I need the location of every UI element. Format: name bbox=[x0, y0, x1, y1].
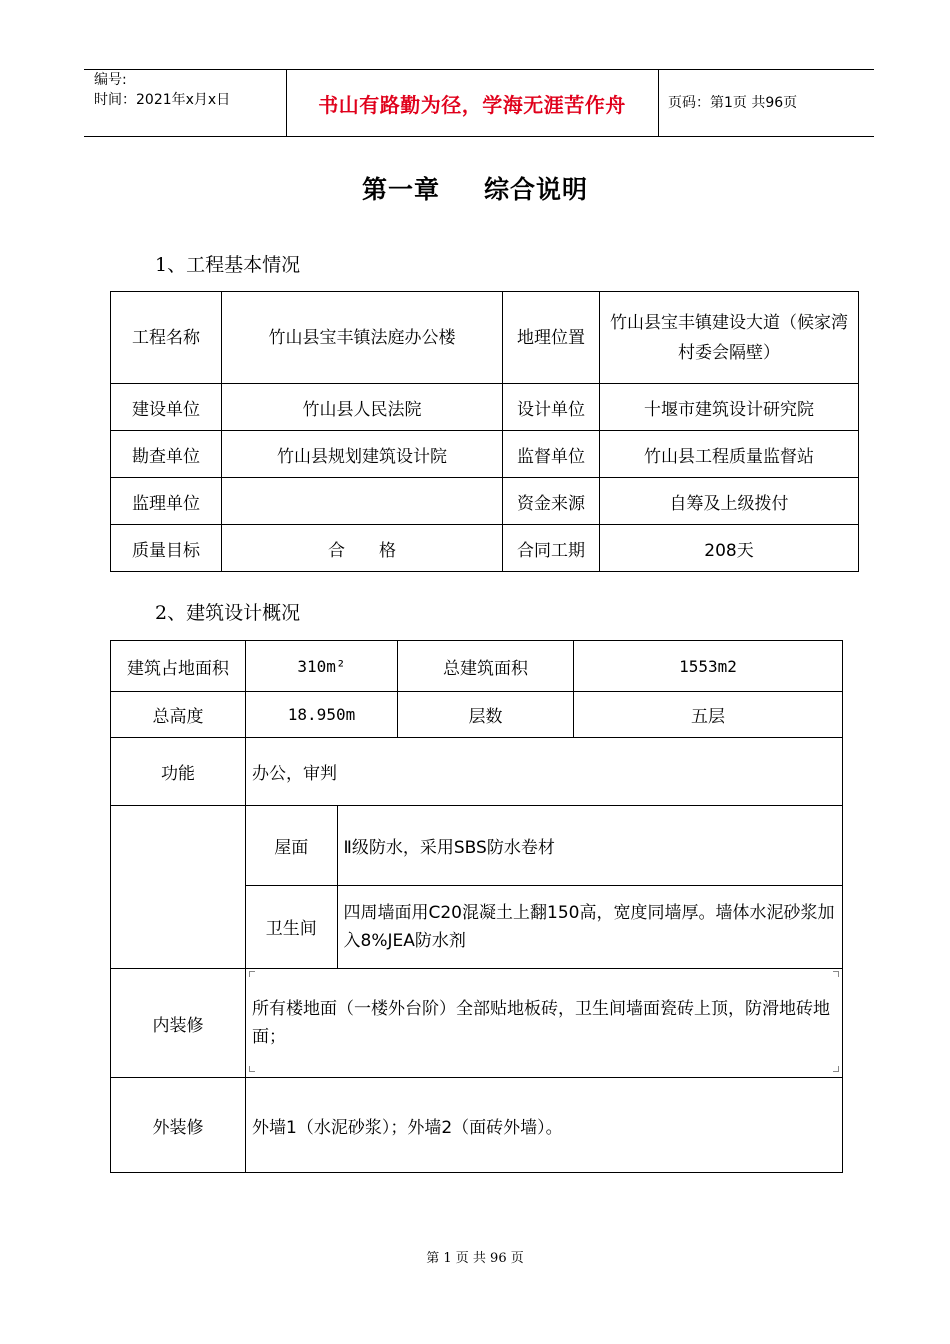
interior-value: 所有楼地面（一楼外台阶）全部贴地板砖，卫生间墙面瓷砖上顶，防滑地砖地面； bbox=[246, 969, 843, 1078]
function-label: 功能 bbox=[111, 738, 246, 806]
header-divider-right bbox=[658, 69, 659, 137]
floors-label: 层数 bbox=[398, 692, 574, 738]
cell-key: 工程名称 bbox=[111, 292, 222, 384]
waterproof-subtable-cell bbox=[246, 806, 843, 969]
area-value: 310m² bbox=[246, 641, 398, 692]
header-number-label: 编号: bbox=[94, 72, 127, 88]
cell-value: 竹山县宝丰镇建设大道（候家湾村委会隔壁） bbox=[600, 292, 859, 384]
header-page-label: 页码：第1页 共96页 bbox=[668, 95, 798, 111]
cell-value: 竹山县人民法院 bbox=[222, 384, 503, 431]
height-value: 18.950m bbox=[246, 692, 398, 738]
toilet-label: 卫生间 bbox=[246, 885, 337, 968]
cell-key: 建设单位 bbox=[111, 384, 222, 431]
toilet-value: 四周墙面用C20混凝土上翻150高，宽度同墙厚。墙体水泥砂浆加入8%JEA防水剂 bbox=[337, 885, 842, 968]
section2-heading: 2、建筑设计概况 bbox=[155, 602, 301, 624]
waterproof-subtable bbox=[246, 806, 842, 968]
cell-key: 监督单位 bbox=[503, 431, 600, 478]
exterior-value: 外墙1（水泥砂浆）；外墙2（面砖外墙）。 bbox=[246, 1078, 843, 1173]
table-row bbox=[111, 525, 859, 572]
corner-mark bbox=[833, 971, 839, 977]
cell-value: 合 格 bbox=[222, 525, 503, 572]
roof-value: Ⅱ级防水，采用SBS防水卷材 bbox=[343, 837, 555, 858]
corner-mark bbox=[249, 971, 255, 977]
cell-key: 设计单位 bbox=[503, 384, 600, 431]
chapter-title bbox=[0, 170, 950, 206]
cell-key: 监理单位 bbox=[111, 478, 222, 525]
waterproof-blank-cell bbox=[111, 806, 246, 969]
area-label: 建筑占地面积 bbox=[111, 641, 246, 692]
architecture-design-table bbox=[110, 640, 843, 1173]
page-footer: 第 1 页 共 96 页 bbox=[426, 1251, 524, 1266]
cell-value bbox=[222, 478, 503, 525]
project-basic-table bbox=[110, 291, 859, 572]
floors-value: 五层 bbox=[574, 692, 843, 738]
header-motto: 书山有路勤为径，学海无涯苦作舟 bbox=[318, 92, 626, 117]
cell-key: 资金来源 bbox=[503, 478, 600, 525]
table-row bbox=[111, 641, 843, 692]
table-row bbox=[111, 384, 859, 431]
cell-key: 勘查单位 bbox=[111, 431, 222, 478]
height-label: 总高度 bbox=[111, 692, 246, 738]
corner-mark bbox=[249, 1066, 255, 1072]
exterior-label: 外装修 bbox=[111, 1078, 246, 1173]
table-row bbox=[111, 431, 859, 478]
table-row bbox=[111, 969, 843, 1078]
interior-label: 内装修 bbox=[111, 969, 246, 1078]
table-row bbox=[111, 806, 843, 969]
cell-key: 质量目标 bbox=[111, 525, 222, 572]
cell-value: 竹山县宝丰镇法庭办公楼 bbox=[222, 292, 503, 384]
cell-value: 208天 bbox=[600, 525, 859, 572]
cell-value: 竹山县规划建筑设计院 bbox=[222, 431, 503, 478]
function-value: 办公，审判 bbox=[246, 738, 843, 806]
header-time-label: 时间：2021年x月x日 bbox=[94, 92, 231, 108]
total-area-label: 总建筑面积 bbox=[398, 641, 574, 692]
table-row bbox=[111, 292, 859, 384]
cell-key: 地理位置 bbox=[503, 292, 600, 384]
table-row bbox=[111, 478, 859, 525]
header-bottom-rule bbox=[84, 136, 874, 137]
total-area-value: 1553m2 bbox=[574, 641, 843, 692]
header-meta bbox=[94, 70, 230, 110]
table-row bbox=[246, 885, 842, 968]
roof-label: 屋面 bbox=[246, 806, 337, 885]
cell-value: 自筹及上级拨付 bbox=[600, 478, 859, 525]
cell-key: 合同工期 bbox=[503, 525, 600, 572]
corner-mark bbox=[833, 1066, 839, 1072]
table-row bbox=[111, 738, 843, 806]
chapter-name: 综合说明 bbox=[484, 175, 589, 204]
cell-value: 十堰市建筑设计研究院 bbox=[600, 384, 859, 431]
table-row bbox=[246, 806, 842, 885]
cell-value: 竹山县工程质量监督站 bbox=[600, 431, 859, 478]
chapter-number: 第一章 bbox=[361, 175, 440, 204]
section1-heading: 1、工程基本情况 bbox=[155, 254, 301, 276]
table-row bbox=[111, 1078, 843, 1173]
table-row bbox=[111, 692, 843, 738]
